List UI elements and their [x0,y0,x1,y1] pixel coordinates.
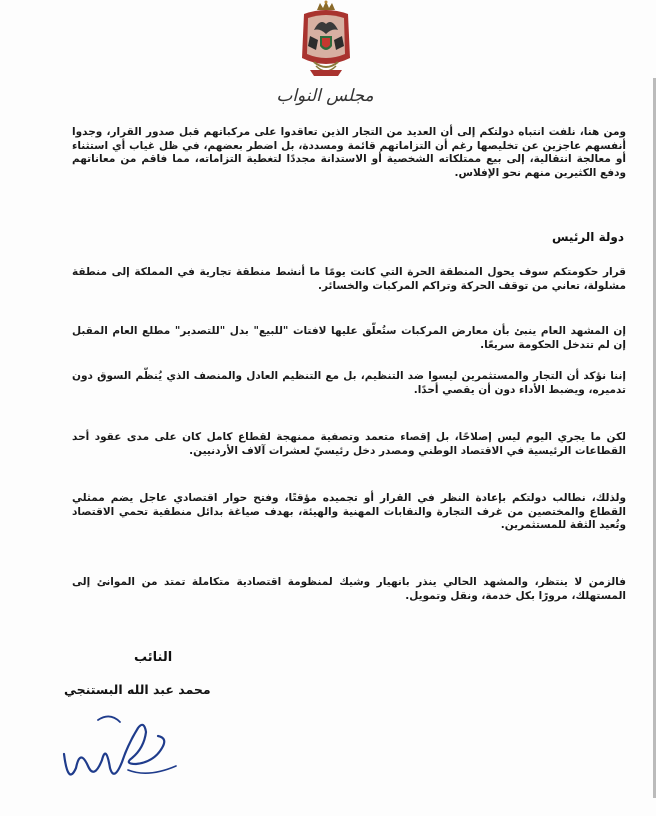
paragraph-regulation: إننا نؤكد أن التجار والمستثمرين ليسوا ضد التنظيم، بل مع التنظيم العادل والمنصف الذي يُنظّم السوق دون تدميره، ويضبط الأداء دون أن يقصي أحدًا. [72,370,626,396]
signatory-name: محمد عبد الله البستنجي [64,682,211,697]
paragraph-merchants: ومن هنا، نلفت انتباه دولتكم إلى أن العديد من التجار الذين تعاقدوا على مركباتهم قبل صدور القرار، وجدوا أنفسهم عاجزين عن تخليصها رغم أن التزاماتهم قائمة ومسددة، بل اضطر بعضهم، في ظل غياب أي استثناء أو معالجة انتقالية، إلى بيع ممتلكاته الشخصية أو الاستدانة مجددًا لتغطية التزاماته، مما فاقم من معاناتهم ودفع الكثيرين منهم نحو الإفلاس. [72,126,626,179]
handwritten-signature-icon [58,708,188,788]
salutation: دولة الرئيس [551,230,624,244]
paragraph-exclusion: لكن ما يجري اليوم ليس إصلاحًا، بل إقصاء متعمد وتصفية ممنهجة لقطاع كامل كان على مدى عقود أحد القطاعات الرئيسية في الاقتصاد الوطني ومصدر دخل رئيسيّ لعشرات آلاف الأردنيين. [72,431,626,457]
paragraph-free-zone: قرار حكومتكم سوف يحول المنطقة الحرة التي كانت يومًا ما أنشط منطقة تجارية في المملكة إلى منطقة مشلولة، تعاني من توقف الحركة وتراكم المركبات والخسائر. [72,266,626,292]
paragraph-demands: ولذلك، نطالب دولتكم بإعادة النظر في القرار أو تجميده مؤقتًا، وفتح حوار اقتصادي عاجل يضم ممثلي القطاع والمختصين من غرف التجارة والنقابات المهنية والهيئة، بهدف صياغة بدائل منطقية تحمي الاقتصاد وتُعيد الثقة للمستثمرين. [72,492,626,531]
jordan-coat-of-arms-icon [296,0,356,82]
signatory-title: النائب [134,650,173,665]
paragraph-urgency: فالزمن لا ينتظر، والمشهد الحالي ينذر بانهيار وشيك لمنظومة اقتصادية متكاملة تمتد من الموانئ إلى المستهلك، مرورًا بكل خدمة، ونقل وتمويل. [72,576,626,602]
paragraph-showrooms: إن المشهد العام ينبئ بأن معارض المركبات ستُعلّق عليها لافتات "للبيع" بدل "للتصدير" مطلع العام المقبل إن لم تتدخل الحكومة سريعًا. [72,325,626,351]
institution-name: مجلس النواب [276,86,374,106]
